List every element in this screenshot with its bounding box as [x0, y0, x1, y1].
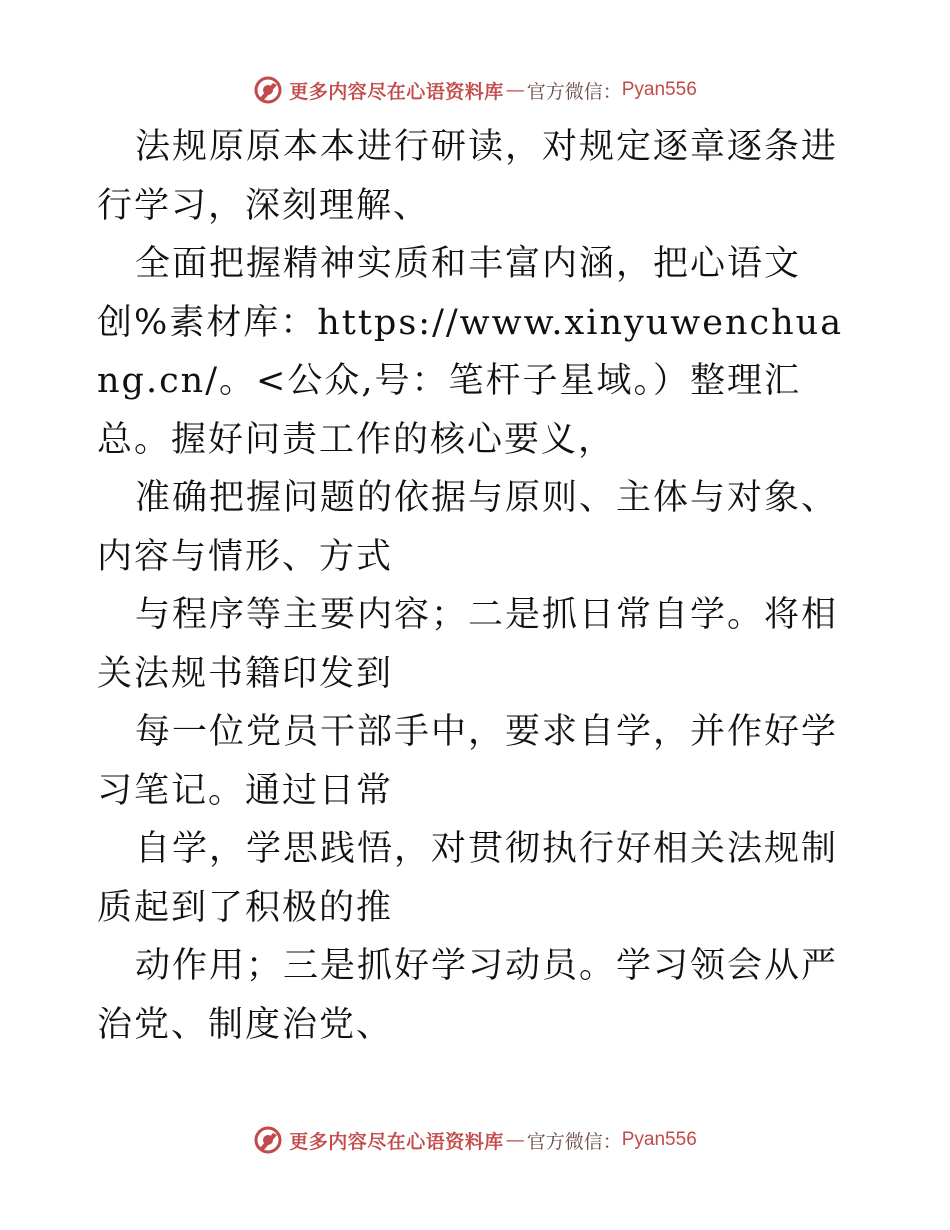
paragraph: 与程序等主要内容；二是抓日常自学。将相关法规书籍印发到 — [97, 595, 839, 694]
paragraph: 自学，学思践悟，对贯彻执行好相关法规制质起到了积极的推 — [97, 829, 839, 928]
watermark-separator: — — [505, 1129, 525, 1151]
header-watermark — [0, 70, 950, 110]
watermark-text: 更多内容尽在心语资料库 — [289, 80, 504, 103]
logo-icon — [253, 75, 283, 105]
watermark-id: Pyan556 — [621, 79, 697, 100]
watermark-id: Pyan556 — [621, 1129, 697, 1150]
watermark-separator: — — [505, 79, 525, 101]
paragraph: 每一位党员干部手中，要求自学，并作好学习笔记。通过日常 — [97, 712, 839, 811]
watermark-label: 官方微信： — [526, 80, 622, 103]
paragraph: 法规原原本本进行研读，对规定逐章逐条进行学习，深刻理解、 — [97, 127, 839, 226]
paragraph: 准确把握问题的依据与原则、主体与对象、内容与情形、方式 — [97, 478, 839, 577]
watermark-label: 官方微信： — [526, 1130, 622, 1153]
logo-icon — [253, 1125, 283, 1155]
paragraph: 动作用；三是抓好学习动员。学习领会从严治党、制度治党、 — [97, 946, 839, 1045]
footer-watermark — [0, 1120, 950, 1160]
watermark-text: 更多内容尽在心语资料库 — [289, 1130, 504, 1153]
document-body — [97, 118, 857, 1054]
paragraph: 全面把握精神实质和丰富内涵，把心语文创%素材库：https://www.xinyuwenchuang.cn/。<公众,号：笔杆子星域。）整理汇总。握好问责工作的核心要义， — [97, 244, 844, 460]
